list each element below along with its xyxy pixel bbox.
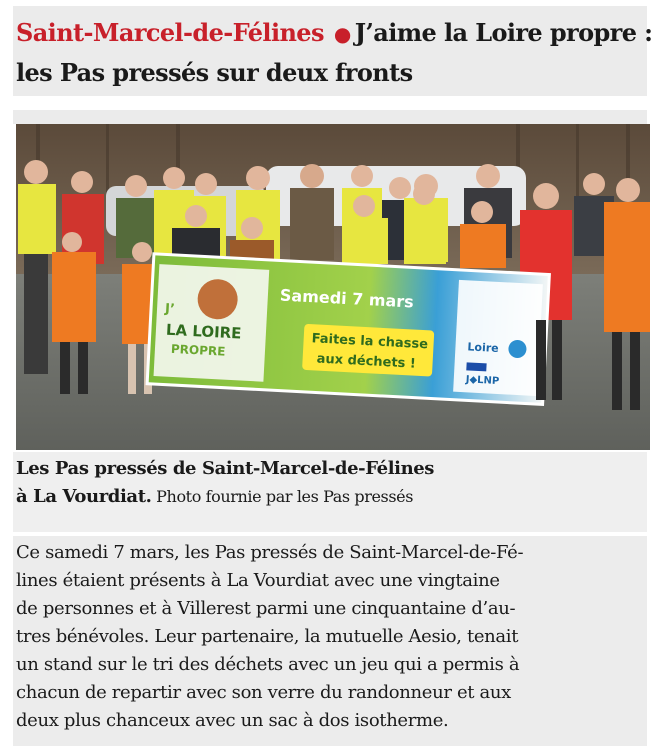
article-line: tres bénévoles. Leur partenaire, la mutuelle Aesio, tenait: [16, 626, 519, 647]
banner-partner-2: J◆LNP: [465, 374, 500, 388]
article-line: de personnes et à Villerest parmi une cinquantaine d’au-: [16, 598, 516, 619]
bullet-dot-icon: ●: [333, 22, 351, 46]
article-line: chacun de repartir avec son verre du randonneur et aux: [16, 682, 511, 703]
headline-title-1: J’aime la Loire propre :: [354, 18, 653, 47]
divider: [13, 96, 647, 110]
banner-slogan-2: aux déchets !: [316, 351, 417, 372]
article-line: un stand sur le tri des déchets avec un jeu qui a permis à: [16, 654, 520, 675]
caption-location: à La Vourdiat.: [16, 486, 152, 507]
banner-brand-3: PROPRE: [170, 341, 226, 359]
banner-date: Samedi 7 mars: [279, 285, 415, 312]
banner-brand-2: LA LOIRE: [165, 320, 242, 343]
headline-line-1: [16, 18, 652, 47]
banner-brand-1: J’: [164, 301, 176, 317]
photo-credit: Photo fournie par les Pas pressés: [151, 487, 414, 506]
article-line: Ce samedi 7 mars, les Pas pressés de Saint-Marcel-de-Fé-: [16, 542, 524, 563]
caption-line-1: Les Pas pressés de Saint-Marcel-de-Félines: [16, 458, 435, 479]
headline-line-2: les Pas pressés sur deux fronts: [16, 58, 413, 87]
photo-caption: [13, 452, 647, 532]
kicker-location: Saint-Marcel-de-Félines: [16, 18, 324, 47]
headline: [13, 6, 653, 96]
article-line: lines étaient présents à La Vourdiat avec une vingtaine: [16, 570, 500, 591]
caption-line-2: [16, 486, 413, 507]
banner-partner-1: Loire: [467, 340, 500, 356]
article-body: [13, 536, 647, 746]
photo-frame: [13, 110, 647, 124]
banner-slogan-1: Faites la chasse: [311, 331, 429, 353]
article-line: deux plus chanceux avec un sac à dos isotherme.: [16, 710, 449, 731]
group-photo: [16, 124, 650, 450]
